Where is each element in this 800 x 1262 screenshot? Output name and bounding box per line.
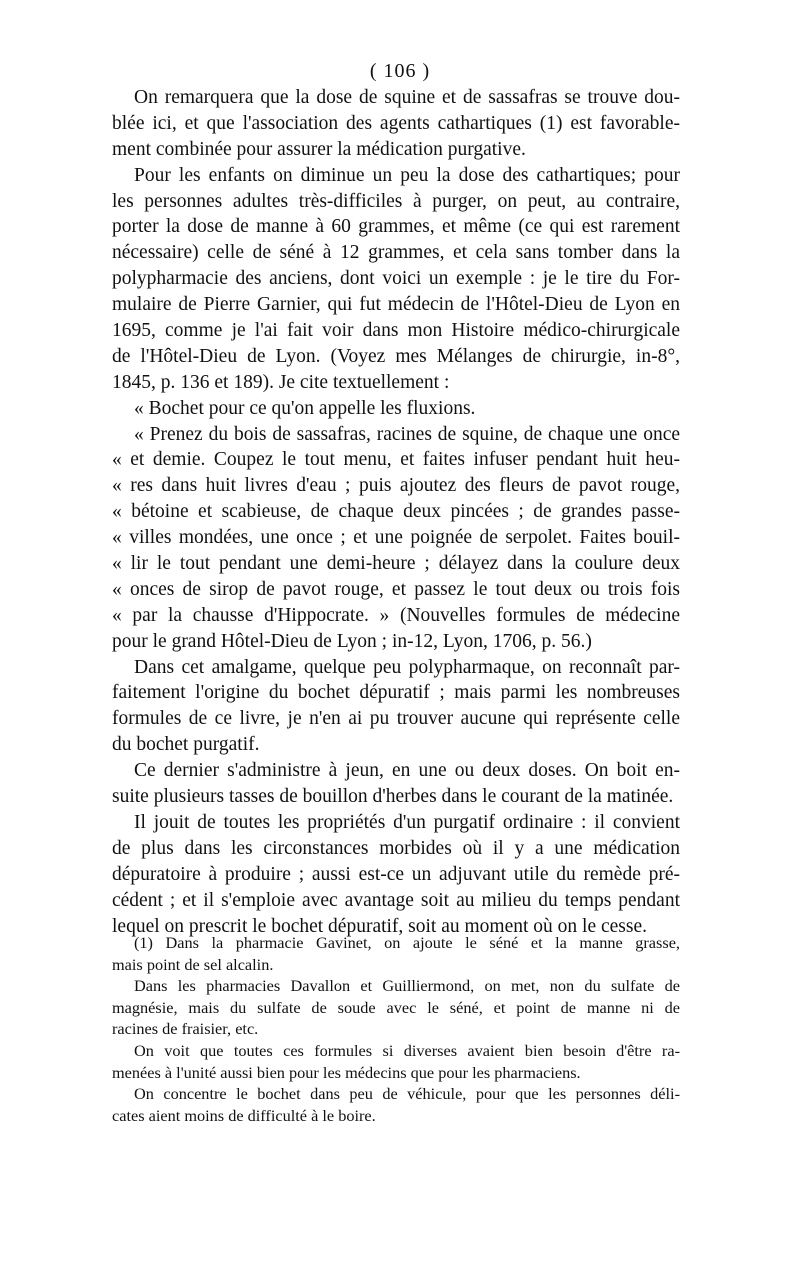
page-number: ( 106 ) — [369, 60, 431, 82]
text-line: « villes mondées, une once ; et une poignée de serpolet. Faites bouil- — [112, 527, 680, 549]
text-line: de l'Hôtel-Dieu de Lyon. (Voyez mes Mélanges de chirurgie, in-8°, — [112, 345, 680, 367]
footnote-line: cates aient moins de difficulté à le boire. — [112, 1105, 376, 1125]
footnote-line: mais point de sel alcalin. — [112, 954, 274, 974]
text-line: de plus dans les circonstances morbides où il y a une médication — [112, 837, 680, 859]
text-line: cédent ; et il s'emploie avec avantage soit au milieu du temps pendant — [112, 889, 680, 911]
footnote-line: racines de fraisier, etc. — [112, 1019, 259, 1039]
text-line: On remarquera que la dose de squine et de sassafras se trouve dou- — [134, 87, 680, 108]
footnotes — [112, 932, 680, 1126]
footnote-line: Dans les pharmacies Davallon et Guilliermond, on met, non du sulfate de — [134, 976, 680, 996]
text-line: les personnes adultes très-difficiles à purger, on peut, au contraire, — [112, 190, 680, 212]
footnote-line: (1) Dans la pharmacie Gavinet, on ajoute le séné et la manne grasse, — [134, 933, 680, 952]
text-line: lequel on prescrit le bochet dépuratif, soit au moment où on le cesse. — [112, 915, 648, 937]
text-line: blée ici, et que l'association des agents cathartiques (1) est favorable- — [112, 112, 680, 134]
text-line: Ce dernier s'administre à jeun, en une ou deux doses. On boit en- — [134, 760, 680, 782]
text-line: « onces de sirop de pavot rouge, et passez le tout deux ou trois fois — [112, 578, 680, 600]
text-line: porter la dose de manne à 60 grammes, et même (ce qui est rarement — [112, 216, 680, 238]
text-line: « Bochet pour ce qu'on appelle les fluxions. — [134, 397, 476, 419]
text-line: Dans cet amalgame, quelque peu polypharmaque, on reconnaît par- — [134, 656, 680, 678]
text-line: « bétoine et scabieuse, de chaque deux pincées ; de grandes passe- — [112, 501, 680, 523]
text-line: 1695, comme je l'ai fait voir dans mon Histoire médico-chirurgicale — [112, 320, 680, 342]
text-line: « Prenez du bois de sassafras, racines de squine, de chaque une once — [134, 423, 680, 445]
text-line: formules de ce livre, je n'en ai pu trouver aucune qui représente celle — [112, 708, 680, 730]
footnote-line: On concentre le bochet dans peu de véhicule, pour que les personnes déli- — [134, 1084, 680, 1104]
text-line: nécessaire) celle de séné à 12 grammes, et cela sans tomber dans la — [112, 242, 680, 264]
text-line: 1845, p. 136 et 189). Je cite textuellement : — [112, 371, 450, 393]
text-line: du bochet purgatif. — [112, 734, 260, 756]
footnote-line: magnésie, mais du sulfate de soude avec le séné, et point de manne ni de — [112, 997, 680, 1017]
text-line: faitement l'origine du bochet dépuratif ; mais parmi les nombreuses — [112, 682, 680, 704]
text-line: « et demie. Coupez le tout menu, et faites infuser pendant huit heu- — [112, 449, 680, 471]
footnote-line: menées à l'unité aussi bien pour les médecins que pour les pharmaciens. — [112, 1062, 581, 1082]
text-line: « res dans huit livres d'eau ; puis ajoutez des fleurs de pavot rouge, — [112, 475, 680, 497]
text-line: Il jouit de toutes les propriétés d'un purgatif ordinaire : il convient — [134, 811, 680, 833]
text-line: suite plusieurs tasses de bouillon d'herbes dans le courant de la matinée. — [112, 786, 674, 808]
body-text — [112, 85, 680, 939]
text-line: ment combinée pour assurer la médication purgative. — [112, 138, 526, 160]
text-line: « par la chausse d'Hippocrate. » (Nouvelles formules de médecine — [112, 604, 680, 626]
text-line: Pour les enfants on diminue un peu la dose des cathartiques; pour — [134, 164, 680, 186]
footnote-line: On voit que toutes ces formules si diverses avaient bien besoin d'être ra- — [134, 1040, 680, 1060]
text-line: « lir le tout pendant une demi-heure ; délayez dans la coulure deux — [112, 553, 680, 575]
text-line: polypharmacie des anciens, dont voici un exemple : je le tire du For- — [112, 268, 680, 290]
text-line: pour le grand Hôtel-Dieu de Lyon ; in-12, Lyon, 1706, p. 56.) — [112, 630, 592, 652]
text-line: mulaire de Pierre Garnier, qui fut médecin de l'Hôtel-Dieu de Lyon en — [112, 294, 680, 316]
text-line: dépuratoire à produire ; aussi est-ce un adjuvant utile du remède pré- — [112, 863, 680, 885]
